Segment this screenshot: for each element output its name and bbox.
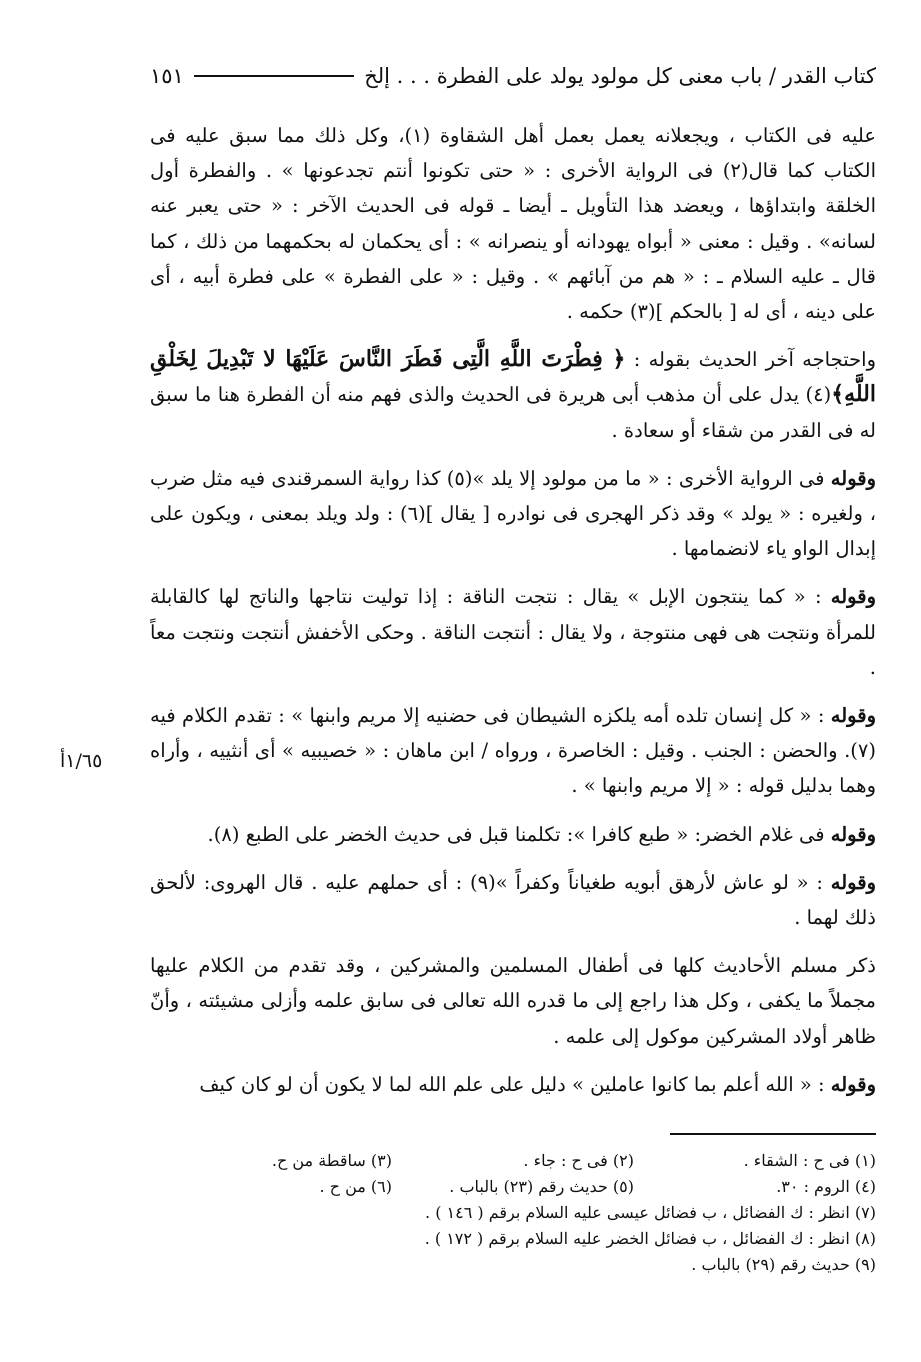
- paragraph-text: : « كما ينتجون الإبل » يقال : نتجت الناقة : إذا توليت نتاجها والناتج لها كالقابلة للمرأة ونتجت هى فهى منتوجة ، ولا يقال : أنتجت الناقة . وحكى الأخفش أنتجت ونتجت معاً .: [150, 585, 876, 679]
- footnote-5: (٥) حديث رقم (٢٣) بالباب .: [449, 1177, 634, 1196]
- paragraph-lead: وقوله: [830, 822, 876, 846]
- paragraph-8: [150, 948, 876, 1054]
- footnote-2: (٢) فى ح : جاء .: [523, 1151, 634, 1170]
- paragraph-text: : « الله أعلم بما كانوا عاملين » دليل على علم الله لما لا يكون أن لو كان كيف: [199, 1072, 831, 1096]
- footnote-row: [150, 1174, 876, 1200]
- footnote-9: (٩) حديث رقم (٢٩) بالباب .: [691, 1255, 876, 1274]
- paragraph-lead: وقوله: [830, 870, 876, 894]
- page-number: ١٥١: [150, 64, 184, 88]
- paragraph-lead: وقوله: [830, 466, 877, 490]
- paragraph-text: : « لو عاش لأرهق أبويه طغياناً وكفراً »(٩) : أى حملهم عليه . قال الهروى: لألحق ذلك لهما .: [150, 870, 876, 930]
- paragraph-4: [150, 579, 876, 685]
- paragraph-text: عليه فى الكتاب ، ويجعلانه يعمل بعمل أهل الشقاوة (١)، وكل ذلك مما سبق عليه فى الكتاب كما قال(٢) فى الرواية الأخرى : « حتى تكونوا أنتم تجدعونها » . والفطرة أول الخلقة وابتداؤها ، ويعضد هذا التأويل ـ أيضا ـ قوله فى الحديث الآخر : « حتى يعبر عنه لسانه» . وقيل : معنى « أبواه يهودانه أو ينصرانه » : أى يحكمان له بحكمهما من ذلك ، كما قال ـ عليه السلام ـ : « هم من آبائهم » . وقيل : « على الفطرة » على فطرة أبيه ، أى على دينه ، أى له [ بالحكم ](٣) حكمه .: [150, 124, 876, 324]
- paragraph-2: [150, 342, 876, 448]
- footnote-3: (٣) ساقطة من ح.: [271, 1151, 392, 1170]
- paragraph-text: : « كل إنسان تلده أمه يلكزه الشيطان فى حضنيه إلا مريم وابنها » : تقدم الكلام فيه (٧). والحضن : الجنب . وقيل : الخاصرة ، ورواه / ابن ماهان : « خصيبيه » أى أنثييه ، وأراه وهما بدليل قوله : « إلا مريم وابنها » .: [150, 704, 876, 798]
- paragraph-text: (٤) يدل على أن مذهب أبى هريرة فى الحديث والذى فهم منه أن الفطرة هنا ما سبق له فى القدر من شقاء أو سعادة .: [150, 383, 876, 442]
- paragraph-lead: وقوله: [830, 704, 876, 728]
- header-rule: [194, 75, 354, 77]
- header-title: كتاب القدر / باب معنى كل مولود يولد على الفطرة . . . إلخ: [364, 64, 876, 88]
- footnote-rule: [670, 1133, 876, 1135]
- paragraph-text: فى الرواية الأخرى : « ما من مولود إلا يلد »(٥) كذا رواية السمرقندى فيه مثل ضرب ، ولغيره : « يولد » وقد ذكر الهجرى فى نوادره [ يقال ](٦) : ولد ويلد بمعنى ، ويكون على إبدال الواو ياء لانضمامها .: [150, 466, 876, 561]
- footnote-4: (٤) الروم : ٣٠.: [776, 1177, 876, 1196]
- footnote-8: (٨) انظر : ك الفضائل ، ب فضائل الخضر عليه السلام برقم ( ١٧٢ ) .: [424, 1229, 876, 1248]
- paragraph-text-before: واحتجاجه آخر الحديث بقوله :: [625, 348, 876, 372]
- body-text: [150, 118, 876, 1115]
- paragraph-9: [150, 1067, 876, 1102]
- paragraph-6: [150, 817, 876, 852]
- paragraph-lead: وقوله: [830, 1072, 876, 1096]
- footnote-7: (٧) انظر : ك الفضائل ، ب فضائل عيسى عليه السلام برقم ( ١٤٦ ) .: [425, 1203, 876, 1222]
- paragraph-1: [150, 118, 876, 329]
- footnote-6: (٦) من ح .: [319, 1177, 392, 1196]
- footnote-row: [150, 1148, 876, 1174]
- footnote-1: (١) فى ح : الشقاء .: [743, 1151, 876, 1170]
- paragraph-lead: وقوله: [830, 585, 876, 609]
- paragraph-7: [150, 865, 876, 935]
- footnotes: [150, 1148, 876, 1278]
- running-header: [150, 58, 876, 94]
- paragraph-text: فى غلام الخضر: « طبع كافرا »: تكلمنا قبل فى حديث الخضر على الطبع (٨).: [207, 822, 831, 846]
- paragraph-5: [150, 698, 876, 804]
- paragraph-3: [150, 461, 876, 567]
- manuscript-folio-marker: ١/٦٥أ: [60, 750, 103, 772]
- paragraph-text: ذكر مسلم الأحاديث كلها فى أطفال المسلمين والمشركين ، وقد تقدم من الكلام عليها مجملاً ما يكفى ، وكل هذا راجع إلى ما قدره الله تعالى فى سابق علمه وأزلى مشيئته ، وأنّ ظاهر أولاد المشركين موكول إلى علمه .: [150, 954, 876, 1048]
- quran-verse: ﴿ فِطْرَتَ اللَّهِ الَّتِى فَطَرَ النَّاسَ عَلَيْهَا لا تَبْدِيلَ لِخَلْقِ اللَّهِ﴾: [150, 346, 876, 408]
